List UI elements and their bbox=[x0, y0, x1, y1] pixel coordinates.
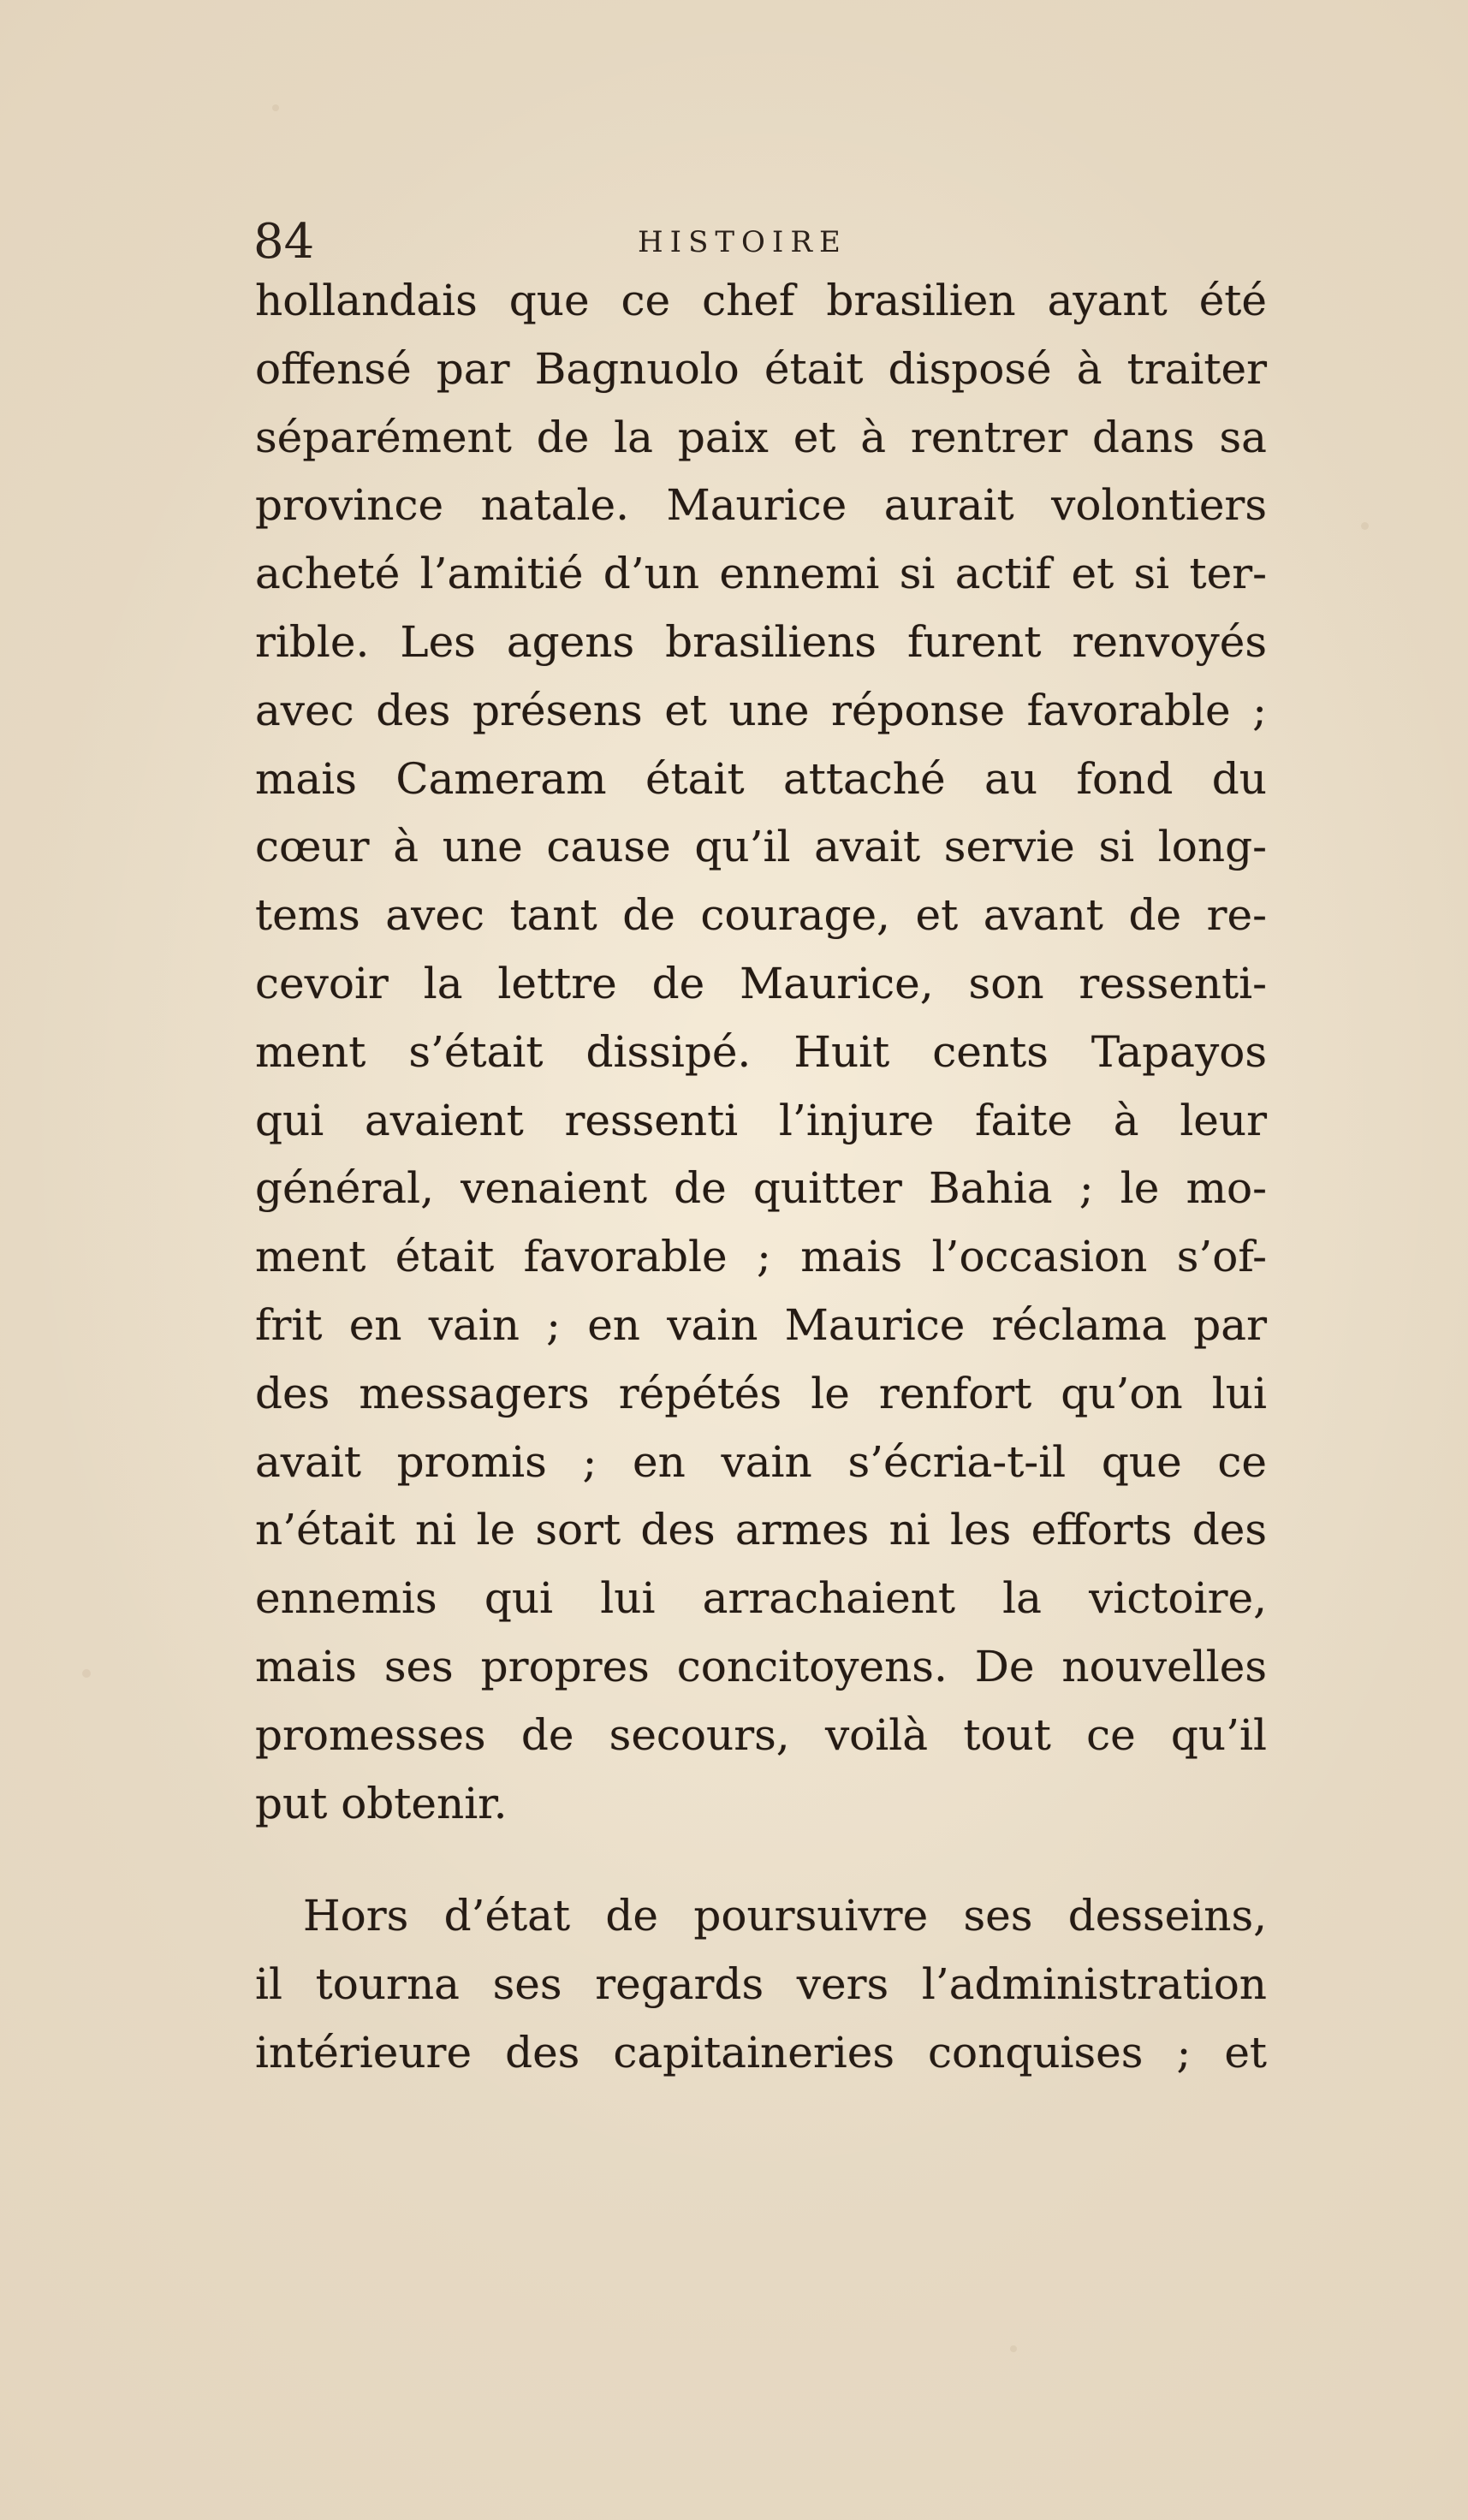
text-line: séparément de la paix et à rentrer dans sa bbox=[255, 412, 1267, 462]
text-line: put obtenir. bbox=[255, 1778, 508, 1828]
paper-stain bbox=[82, 1669, 91, 1678]
text-line: hollandais que ce chef brasilien ayant été bbox=[255, 276, 1267, 325]
body-text bbox=[255, 267, 1267, 2088]
text-line: intérieure des capitaineries conquises ; et bbox=[255, 2027, 1267, 2077]
text-line: qui avaient ressenti l’injure faite à leur bbox=[255, 1095, 1267, 1145]
text-line: ment s’était dissipé. Huit cents Tapayos bbox=[255, 1026, 1267, 1077]
text-line: rible. Les agens brasiliens furent renvoyés bbox=[255, 616, 1267, 667]
paragraph bbox=[255, 1882, 1267, 2087]
text-line: ennemis qui lui arrachaient la victoire, bbox=[255, 1573, 1267, 1624]
page-number: 84 bbox=[253, 214, 315, 270]
running-head: HISTOIRE bbox=[638, 225, 847, 259]
paragraph bbox=[255, 267, 1267, 1838]
paper-stain bbox=[1361, 522, 1369, 530]
text-line: général, venaient de quitter Bahia ; le mo- bbox=[255, 1163, 1267, 1214]
text-line: promesses de secours, voilà tout ce qu’il bbox=[255, 1709, 1267, 1760]
paper-stain bbox=[272, 104, 279, 111]
text-line: frit en vain ; en vain Maurice réclama par bbox=[255, 1299, 1267, 1350]
text-line: des messagers répétés le renfort qu’on lui bbox=[255, 1368, 1267, 1418]
text-line: cœur à une cause qu’il avait servie si long- bbox=[255, 822, 1267, 872]
text-line: cevoir la lettre de Maurice, son ressenti- bbox=[255, 958, 1267, 1008]
text-line: mais Cameram était attaché au fond du bbox=[255, 753, 1267, 804]
text-line: offensé par Bagnuolo était disposé à traiter bbox=[255, 343, 1267, 394]
text-line: il tourna ses regards vers l’administration bbox=[255, 1959, 1267, 2010]
paper-stain bbox=[1010, 2345, 1017, 2352]
text-line: tems avec tant de courage, et avant de re- bbox=[255, 890, 1267, 941]
text-line: avec des présens et une réponse favorable ; bbox=[255, 685, 1267, 735]
text-line: Hors d’état de poursuivre ses desseins, bbox=[303, 1891, 1267, 1941]
paragraph-gap bbox=[255, 1838, 1267, 1882]
text-line: acheté l’amitié d’un ennemi si actif et si ter- bbox=[255, 549, 1267, 599]
text-line: avait promis ; en vain s’écria-t-il que ce bbox=[255, 1436, 1267, 1487]
text-line: mais ses propres concitoyens. De nouvelles bbox=[255, 1641, 1267, 1691]
text-line: province natale. Maurice aurait volontiers bbox=[255, 480, 1267, 531]
text-line: n’était ni le sort des armes ni les efforts des bbox=[255, 1505, 1267, 1555]
text-line: ment était favorable ; mais l’occasion s’of- bbox=[255, 1232, 1267, 1282]
